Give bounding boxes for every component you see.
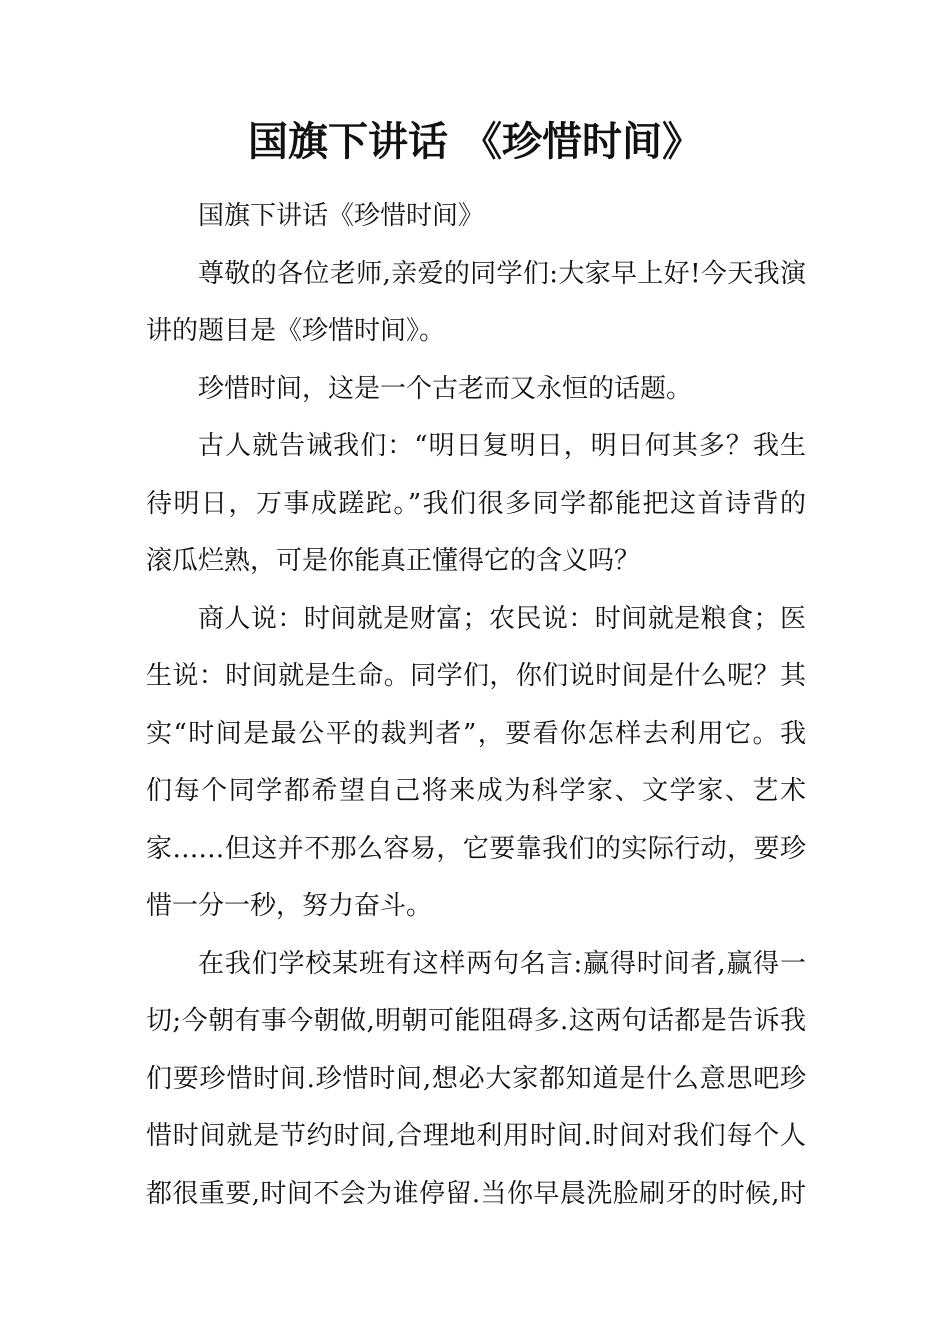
paragraph-topic: [146, 361, 806, 419]
text-line: 滚瓜烂熟，可是你能真正懂得它的含义吗？: [146, 546, 641, 576]
text-line: 们每个同学都希望自己将来成为科学家、文学家、艺术: [146, 776, 806, 806]
paragraph-meaning: [146, 591, 806, 936]
paragraph-poem: [146, 418, 806, 591]
text-line: 都很重要,时间不会为谁停留.当你早晨洗脸刷牙的时候,时: [146, 1178, 806, 1209]
text-line: 商人说：时间就是财富；农民说：时间就是粮食；医: [198, 603, 806, 634]
text-line: 尊敬的各位老师,亲爱的同学们:大家早上好!今天我演: [198, 258, 806, 289]
text-line: 珍惜时间，这是一个古老而又永恒的话题。: [198, 373, 693, 404]
text-line: 生说：时间就是生命。同学们，你们说时间是什么呢？其: [146, 661, 806, 691]
document-title: 国旗下讲话 《珍惜时间》: [248, 119, 702, 165]
text-line: 古人就告诫我们：“明日复明日，明日何其多？我生: [198, 431, 806, 461]
text-line: 在我们学校某班有这样两句名言:赢得时间者,赢得一: [198, 948, 806, 979]
text-line: 讲的题目是《珍惜时间》。: [146, 316, 446, 346]
text-line: 国旗下讲话《珍惜时间》: [198, 201, 485, 231]
text-line: 们要珍惜时间.珍惜时间,想必大家都知道是什么意思吧珍: [146, 1063, 806, 1094]
paragraph-greeting: [146, 246, 806, 361]
text-line: 切;今朝有事今朝做,明朝可能阻碍多.这两句话都是告诉我: [146, 1006, 806, 1036]
text-line: 待明日，万事成蹉跎。”我们很多同学都能把这首诗背的: [146, 488, 806, 519]
document-body: [146, 188, 806, 1223]
paragraph-motto: [146, 936, 806, 1224]
paragraph-subtitle: [146, 188, 806, 246]
text-line: 家……但这并不那么容易，它要靠我们的实际行动，要珍: [146, 833, 806, 864]
text-line: 惜时间就是节约时间,合理地利用时间.时间对我们每个人: [146, 1121, 806, 1151]
text-line: 实“时间是最公平的裁判者”，要看你怎样去利用它。我: [146, 718, 806, 749]
text-line: 惜一分一秒，努力奋斗。: [146, 891, 433, 921]
